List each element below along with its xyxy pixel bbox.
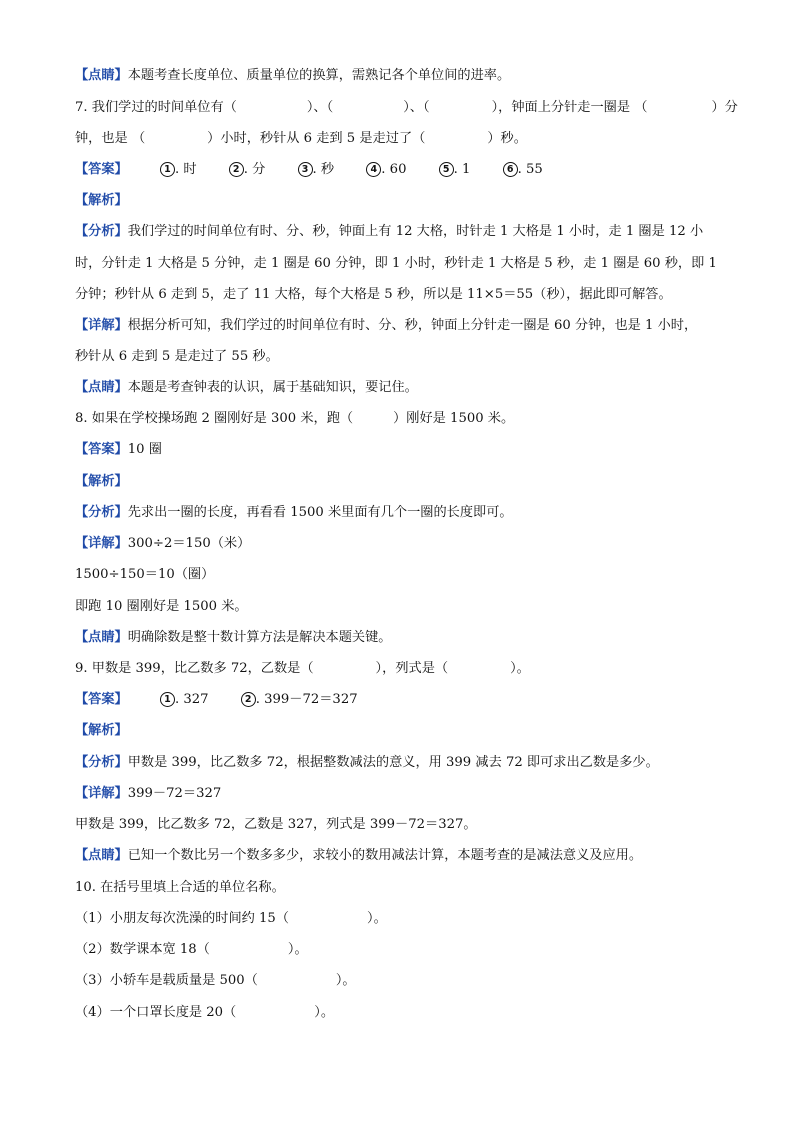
circled-number: 2 [241, 692, 256, 707]
daan-tag: 【答案】 [75, 692, 128, 707]
xiangjie-text: 秒针从 6 走到 5 是走过了 55 秒。 [75, 349, 279, 364]
q7-text-e: ）分 [711, 100, 738, 115]
q9-xiangjie [75, 784, 744, 804]
q7-fenxi-3 [75, 285, 744, 305]
q7-fenxi-2 [75, 254, 744, 274]
conclusion-text: 甲数是 399，比乙数多 72，乙数是 327，列式是 399－72＝327。 [75, 817, 477, 832]
q7-text-b: ）、（ [306, 100, 334, 115]
answer-value: . 399－72＝327 [255, 692, 358, 707]
xiangjie-tag: 【详解】 [75, 536, 128, 551]
answer-value: . 55 [517, 162, 543, 177]
q10-item-text: （3）小轿车是载质量是 500（ [75, 973, 258, 988]
answer-value: . 1 [453, 162, 471, 177]
q10-item-text: （2）数学课本宽 18（ [75, 942, 210, 957]
jiexi-tag: 【解析】 [75, 723, 128, 738]
q7-text-h: ）秒。 [487, 131, 527, 146]
q8-answer-line [75, 440, 744, 460]
q10-item-1 [75, 909, 744, 929]
q10-item-end: ）。 [335, 973, 356, 988]
fenxi-tag: 【分析】 [75, 505, 128, 520]
q7-text-d: ），钟面上分针走一圈是 （ [491, 100, 648, 115]
answer-value: . 分 [243, 162, 266, 177]
q9-text-a: 9. 甲数是 399，比乙数多 72，乙数是（ [75, 661, 314, 676]
xiangjie-text: 根据分析可知，我们学过的时间单位有时、分、秒，钟面上分针走一圈是 60 分钟，也是 1 小时， [127, 318, 698, 333]
circled-number: 4 [366, 162, 381, 177]
q7-answer-line [75, 160, 744, 180]
circled-number: 1 [160, 162, 175, 177]
q9-answer-line [75, 690, 744, 710]
q7-dianjing [75, 378, 744, 398]
question-9 [75, 659, 744, 679]
question-7-line-2 [75, 129, 744, 149]
fenxi-text: 我们学过的时间单位有时、分、秒，钟面上有 12 大格，时针走 1 大格是 1 小时，走 1 圈是 12 小 [127, 224, 704, 239]
answer-value: . 时 [174, 162, 197, 177]
q8-fenxi [75, 503, 744, 523]
fenxi-text: 先求出一圈的长度，再看看 1500 米里面有几个一圈的长度即可。 [127, 505, 513, 520]
circled-number: 3 [298, 162, 313, 177]
q10-title: 10. 在括号里填上合适的单位名称。 [75, 880, 285, 895]
dianjing-text: 已知一个数比另一个数多多少，求较小的数用减法计算，本题考查的是减法意义及应用。 [127, 848, 643, 863]
answer-value: . 327 [174, 692, 209, 707]
daan-tag: 【答案】 [75, 162, 128, 177]
answer-value: . 60 [381, 162, 407, 177]
q10-item-4 [75, 1003, 744, 1023]
q7-xiangjie-1 [75, 316, 744, 336]
daan-tag: 【答案】 [75, 442, 128, 457]
q7-text-a: 7. 我们学过的时间单位有（ [75, 100, 237, 115]
q8-calc [75, 565, 744, 585]
xiangjie-tag: 【详解】 [75, 786, 128, 801]
fenxi-tag: 【分析】 [75, 224, 128, 239]
circled-number: 2 [229, 162, 244, 177]
circled-number: 6 [503, 162, 518, 177]
q10-item-end: ）。 [367, 911, 387, 926]
fenxi-tag: 【分析】 [75, 755, 128, 770]
q7-text-f: 钟，也是 （ [75, 131, 146, 146]
calc-text: 1500÷150＝10（圈） [75, 567, 215, 582]
fenxi-text: 时，分针走 1 大格是 5 分钟，走 1 圈是 60 分钟，即 1 小时，秒针走 1 大格是 5 秒，走 1 圈是 60 秒，即 1 [75, 256, 717, 271]
q10-item-2 [75, 940, 744, 960]
q7-xiangjie-2 [75, 347, 744, 367]
xiangjie-text: 399－72＝327 [127, 786, 222, 801]
xiangjie-tag: 【详解】 [75, 318, 128, 333]
q10-item-end: ）。 [314, 1005, 335, 1020]
dianjing-text: 本题考查长度单位、质量单位的换算，需熟记各个单位间的进率。 [127, 68, 511, 83]
q7-jiexi [75, 191, 744, 211]
question-8 [75, 409, 744, 429]
q10-item-text: （1）小朋友每次洗澡的时间约 15（ [75, 911, 289, 926]
answer-value: 10 圈 [127, 442, 162, 457]
q8-dianjing [75, 628, 744, 648]
q7-fenxi-1 [75, 222, 744, 242]
q8-text-b: ）刚好是 1500 米。 [393, 411, 515, 426]
q9-dianjing [75, 846, 744, 866]
question-7-line-1 [75, 98, 744, 118]
fenxi-text: 甲数是 399，比乙数多 72，根据整数减法的意义，用 399 减去 72 即可求出乙数是多少。 [127, 755, 659, 770]
q10-item-end: ）。 [287, 942, 308, 957]
fenxi-text: 分钟；秒针从 6 走到 5，走了 11 大格，每个大格是 5 秒，所以是 11×5＝55（秒），据此即可解答。 [75, 287, 672, 302]
q9-fenxi [75, 753, 744, 773]
q8-text-a: 8. 如果在学校操场跑 2 圈刚好是 300 米，跑（ [75, 411, 354, 426]
xiangjie-text: 300÷2＝150（米） [127, 536, 251, 551]
q9-text-b: ），列式是（ [375, 661, 449, 676]
q9-text-c: ）。 [510, 661, 530, 676]
dianjing-text: 本题是考查钟表的认识，属于基础知识，要记住。 [127, 380, 418, 395]
jiexi-tag: 【解析】 [75, 193, 128, 208]
q7-text-c: ）、（ [403, 100, 430, 115]
circled-number: 1 [160, 692, 175, 707]
dianjing-text: 明确除数是整十数计算方法是解决本题关键。 [127, 630, 392, 645]
circled-number: 5 [439, 162, 454, 177]
jiexi-tag: 【解析】 [75, 474, 128, 489]
q9-concl [75, 815, 744, 835]
q9-jiexi [75, 721, 744, 741]
q10-item-text: （4）一个口罩长度是 20（ [75, 1005, 237, 1020]
answer-value: . 秒 [312, 162, 335, 177]
dianjing-tag: 【点睛】 [75, 630, 128, 645]
question-10-title [75, 878, 744, 898]
q10-item-3 [75, 971, 744, 991]
dianjing-tag: 【点睛】 [75, 848, 128, 863]
q8-concl [75, 597, 744, 617]
prev-dianjing [75, 66, 744, 86]
dianjing-tag: 【点睛】 [75, 380, 128, 395]
conclusion-text: 即跑 10 圈刚好是 1500 米。 [75, 599, 248, 614]
dianjing-tag: 【点睛】 [75, 68, 128, 83]
q8-jiexi [75, 472, 744, 492]
q8-xiangjie [75, 534, 744, 554]
q7-text-g: ）小时，秒针从 6 走到 5 是走过了（ [207, 131, 426, 146]
